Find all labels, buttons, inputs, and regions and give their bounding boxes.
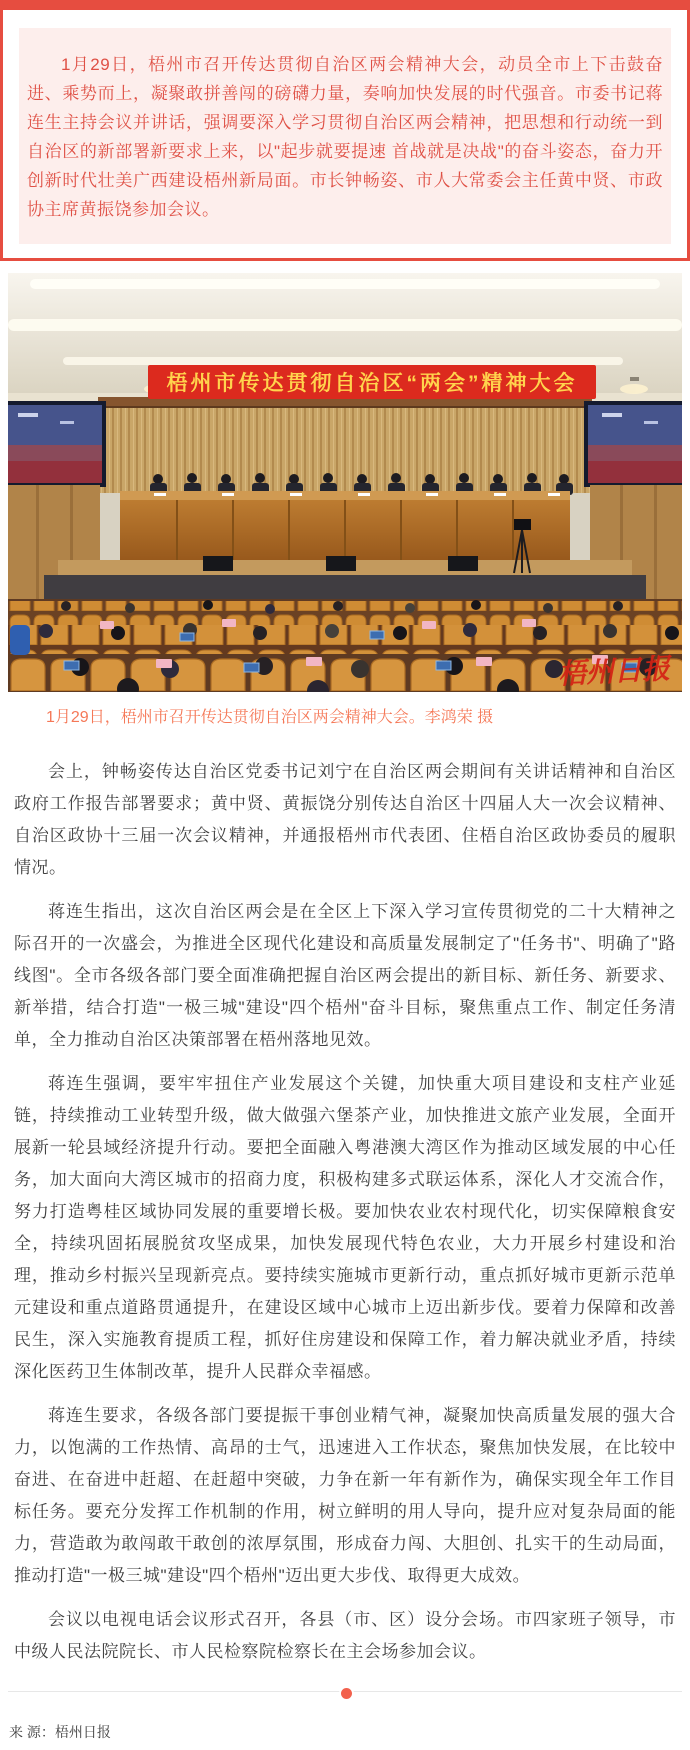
lead-summary-text: 1月29日，梧州市召开传达贯彻自治区两会精神大会，动员全市上下击鼓奋进、乘势而上，凝聚敢拼善闯的磅礴力量，奏响加快发展的时代强音。市委书记蒋连生主持会议并讲话，强调要深入学习贯彻自治区两会精神，把思想和行动统一到自治区的新部署新要求上来，以"起步就要提速 首战就是决战"的奋斗姿态，奋力开创新时代壮美广西建设梧州新局面。市长钟畅姿、市人大常委会主任黄中贤、市政协主席黄振饶参加会议。 (27, 55, 663, 219)
source-label: 来 源：梧州日报 (9, 1724, 111, 1740)
photo-banner (148, 365, 596, 399)
photo-watermark-text: 梧州日报 (557, 651, 671, 691)
photo-left-screen (8, 401, 106, 487)
conference-hall-scene (8, 273, 682, 692)
photo-caption: 1月29日，梧州市召开传达贯彻自治区两会精神大会。李鸿荣 摄 (46, 709, 494, 726)
section-divider (8, 1686, 682, 1698)
article-body (14, 756, 676, 1668)
photo-curtain (98, 397, 592, 493)
article-paragraph: 蒋连生要求，各级各部门要提振干事创业精气神，凝聚加快高质量发展的强大合力，以饱满的工作热情、高昂的士气，迅速进入工作状态，聚焦加快发展，在比较中奋进、在奋进中赶超、在赶超中突破，力争在新一年有新作为，确保实现全年工作目标任务。要充分发挥工作机制的作用，树立鲜明的用人导向，提升应对复杂局面的能力，营造敢为敢闯敢干敢创的浓厚氛围，形成奋力闯、大胆创、扎实干的生动局面，推动打造"一极三城"建设"四个梧州"迈出更大步伐、取得更大成效。 (14, 1406, 676, 1585)
photo-rostrum (120, 491, 570, 560)
divider-dot (339, 1686, 354, 1701)
article-paragraph: 蒋连生指出，这次自治区两会是在全区上下深入学习宣传贯彻党的二十大精神之际召开的一次盛会，为推进全区现代化建设和高质量发展制定了"任务书"、明确了"路线图"。全市各级各部门要全面准确把握自治区两会提出的新目标、新任务、新要求、新举措，结合打造"一极三城"建设"四个梧州"奋斗目标，聚焦重点工作、制定任务清单，全力推动自治区决策部署在梧州落地见效。 (14, 902, 676, 1049)
lead-summary-box (19, 28, 671, 244)
article-photo[interactable] (8, 273, 682, 692)
photo-right-screen (584, 401, 682, 487)
photo-banner-text: 梧州市传达贯彻自治区“两会”精神大会 (166, 372, 578, 395)
article-paragraph: 蒋连生强调，要牢牢扭住产业发展这个关键，加快重大项目建设和支柱产业延链，持续推动工业转型升级，做大做强六堡茶产业，加快推进文旅产业发展，全面开展新一轮县域经济提升行动。要把全面融入粤港澳大湾区作为推动区域发展的中心任务，加大面向大湾区城市的招商力度，积极构建多式联运体系，深化人才交流合作，努力打造粤桂区域协同发展的重要增长极。要加快农业农村现代化，切实保障粮食安全，持续巩固拓展脱贫攻坚成果，加快发展现代特色农业，大力开展乡村建设和治理，推动乡村振兴呈现新亮点。要持续实施城市更新行动，重点抓好城市更新示范单元建设和重点道路贯通提升，在建设区域中心城市上迈出新步伐。要着力保障和改善民生，深入实施教育提质工程，抓好住房建设和保障工作，着力解决就业矛盾，持续深化医药卫生体制改革，提升人民群众幸福感。 (14, 1074, 676, 1381)
lead-summary-frame (0, 0, 690, 261)
article-paragraph: 会上，钟畅姿传达自治区党委书记刘宁在自治区两会期间有关讲话精神和自治区政府工作报告部署要求；黄中贤、黄振饶分别传达自治区十四届人大一次会议精神、自治区政协十三届一次会议精神，并通报梧州市代表团、住梧自治区政协委员的履职情况。 (14, 762, 676, 877)
article-paragraph: 会议以电视电话会议形式召开，各县（市、区）设分会场。市四家班子领导，市中级人民法院院长、市人民检察院检察长在主会场参加会议。 (14, 1610, 676, 1661)
